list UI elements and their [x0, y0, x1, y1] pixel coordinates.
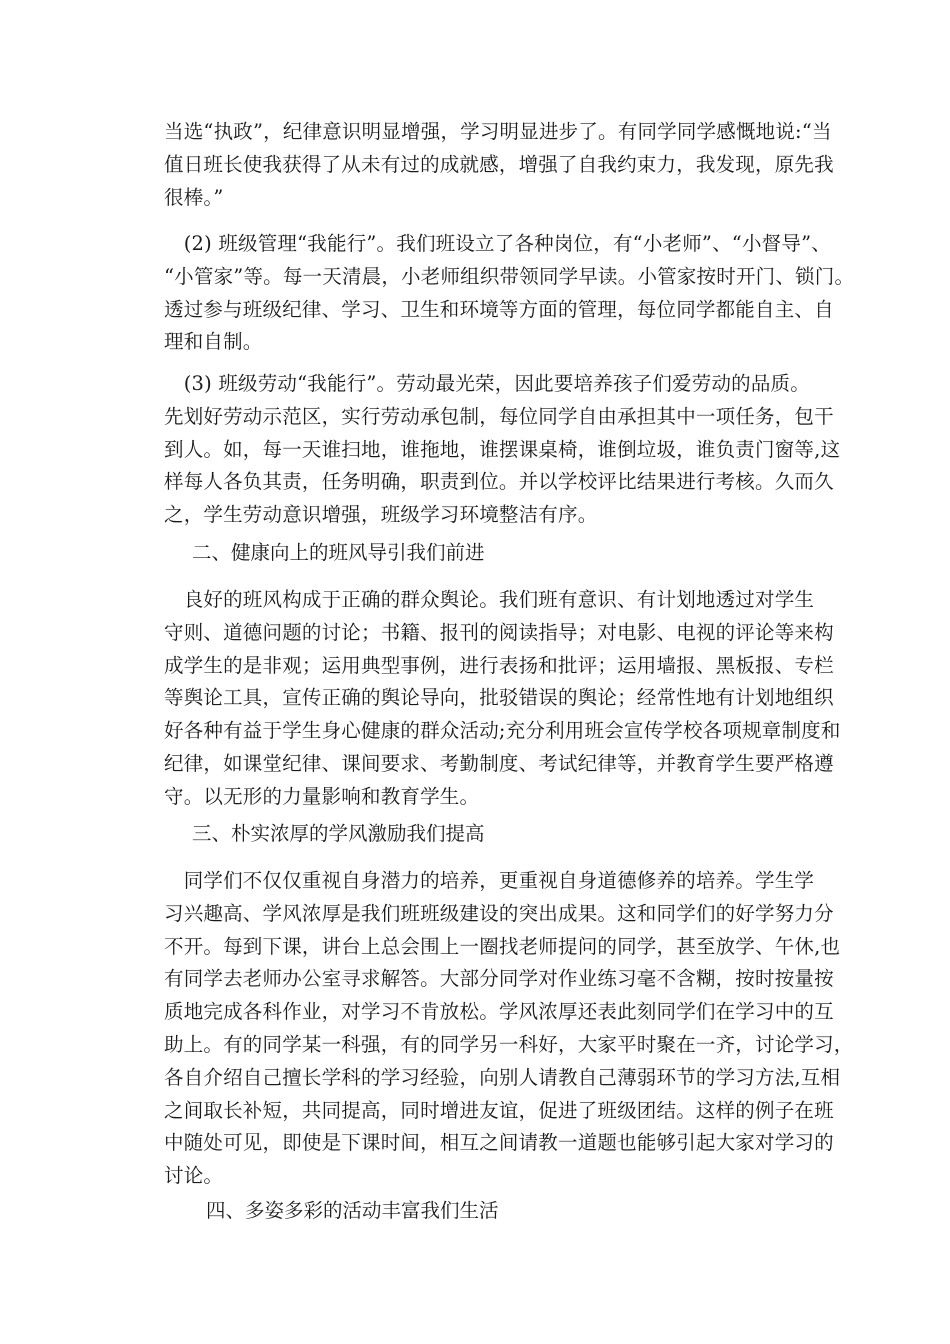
- paragraph-class-spirit: [164, 584, 841, 814]
- text-line: 纪律，如课堂纪律、课间要求、考勤制度、考试纪律等，并教育学生要严格遵: [164, 751, 834, 775]
- text-line: 守。以无形的力量影响和教育学生。: [164, 784, 480, 808]
- text-line: 不开。每到下课，讲台上总会围上一圈找老师提问的同学，甚至放学、午休,也: [164, 934, 841, 958]
- paragraph-duty-leader: [164, 116, 834, 214]
- text-line: 中随处可见，即使是下课时间，相互之间请教一道题也能够引起大家对学习的: [164, 1131, 834, 1155]
- text-line: 透过参与班级纪律、学习、卫生和环境等方面的管理，每位同学都能自主、自: [164, 297, 834, 321]
- text-line: 良好的班风构成于正确的群众舆论。我们班有意识、有计划地透过对学生: [164, 588, 815, 611]
- text-line: 好各种有益于学生身心健康的群众活动;充分利用班会宣传学校各项规章制度和: [164, 719, 841, 743]
- text-line: 到人。如，每一天谁扫地，谁拖地，谁摆课桌椅，谁倒垃圾，谁负责门窗等,这: [164, 437, 841, 461]
- paragraph-class-labor: [164, 368, 841, 532]
- text-line: 样每人各负其责，任务明确，职责到位。并以学校评比结果进行考核。久而久: [164, 470, 834, 494]
- text-line: (3) 班级劳动“我能行”。劳动最光荣，因此要培养孩子们爱劳动的品质。: [164, 372, 810, 395]
- text-line: 之间取长补短，共同提高，同时增进友谊，促进了班级团结。这样的例子在班: [164, 1098, 834, 1122]
- text-line: 同学们不仅仅重视自身潜力的培养，更重视自身道德修养的培养。学生学: [164, 869, 815, 892]
- text-line: 质地完成各科作业，对学习不肯放松。学风浓厚还表此刻同学们在学习中的互: [164, 1000, 834, 1024]
- text-line: 习兴趣高、学风浓厚是我们班班级建设的突出成果。这和同学们的好学努力分: [164, 901, 834, 925]
- text-line: 当选“执政”，纪律意识明显增强，学习明显进步了。有同学同学感慨地说:“当: [164, 120, 832, 143]
- text-line: 讨论。: [164, 1164, 224, 1188]
- text-line: 各自介绍自己擅长学科的学习经验，向别人请教自己薄弱环节的学习方法,互相: [164, 1065, 841, 1089]
- text-line: 助上。有的同学某一科强，有的同学另一科好，大家平时聚在一齐，讨论学习，: [164, 1032, 854, 1056]
- section-heading-class-spirit: 二、健康向上的班风导引我们前进: [192, 541, 485, 564]
- text-line: 理和自制。: [164, 330, 263, 354]
- section-heading-study-style: 三、朴实浓厚的学风激励我们提高: [192, 822, 485, 845]
- text-line: 值日班长使我获得了从未有过的成就感，增强了自我约束力，我发现，原先我: [164, 152, 834, 176]
- paragraph-study-style: [164, 865, 854, 1193]
- text-line: 之，学生劳动意识增强，班级学习环境整洁有序。: [164, 503, 598, 527]
- text-line: 很棒。”: [164, 185, 224, 209]
- section-heading-activities: 四、多姿多彩的活动丰富我们生活: [206, 1199, 499, 1222]
- text-line: 成学生的是非观；运用典型事例，进行表扬和批评；运用墙报、黑板报、专栏: [164, 653, 834, 677]
- paragraph-class-management: [164, 228, 855, 359]
- text-line: 先划好劳动示范区，实行劳动承包制，每位同学自由承担其中一项任务，包干: [164, 404, 834, 428]
- text-line: “小管家”等。每一天清晨，小老师组织带领同学早读。小管家按时开门、锁门。: [164, 264, 855, 288]
- text-line: 守则、道德问题的讨论；书籍、报刊的阅读指导；对电影、电视的评论等来构: [164, 620, 834, 644]
- text-line: 有同学去老师办公室寻求解答。大部分同学对作业练习毫不含糊，按时按量按: [164, 967, 834, 991]
- text-line: (2) 班级管理“我能行”。我们班设立了各种岗位，有“小老师”、“小督导”、: [164, 232, 831, 255]
- text-line: 等舆论工具，宣传正确的舆论导向，批驳错误的舆论；经常性地有计划地组织: [164, 686, 834, 710]
